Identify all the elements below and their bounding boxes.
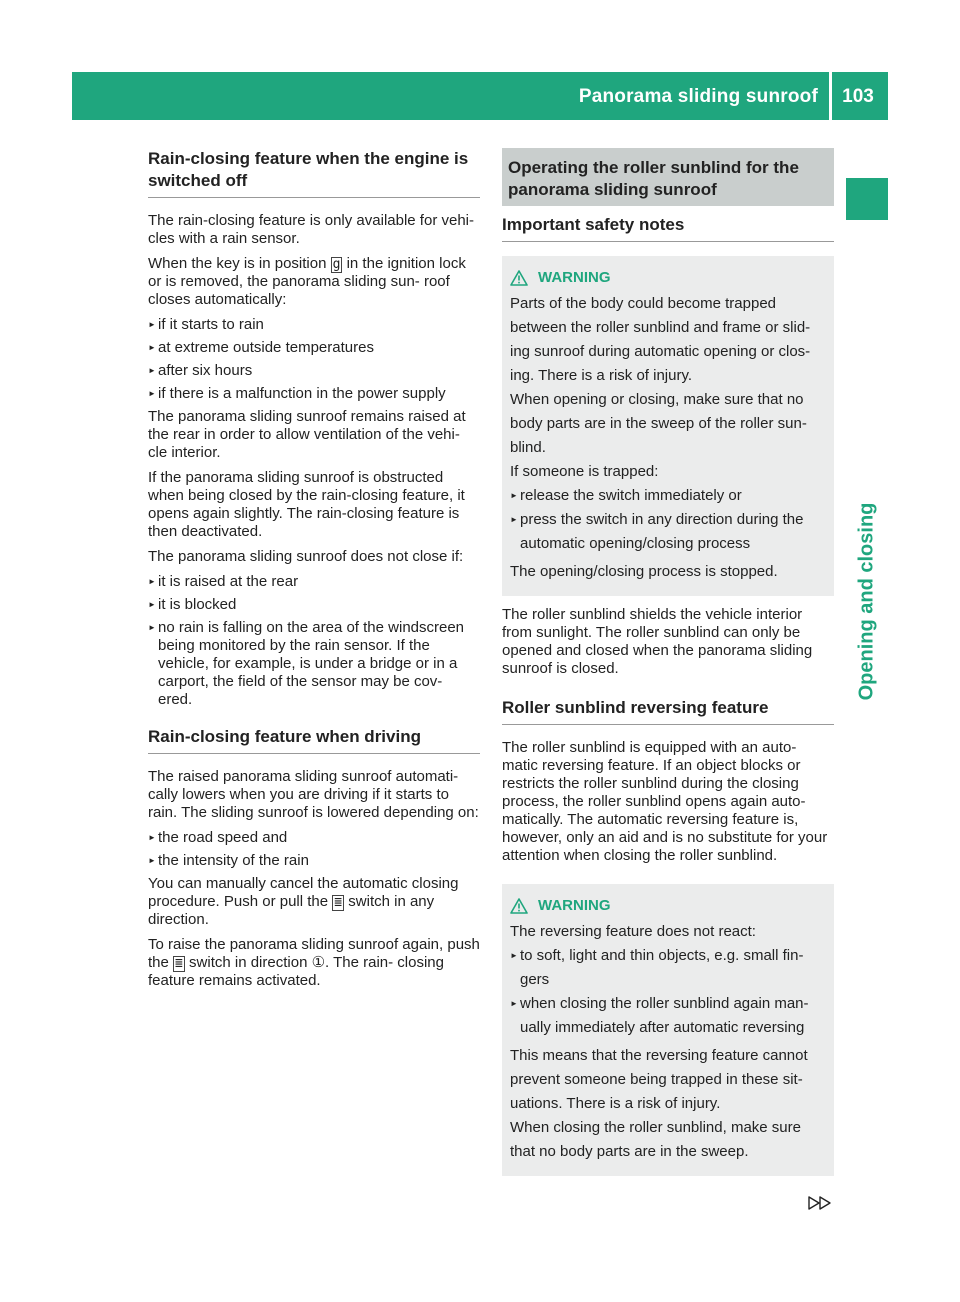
bullet-list (510, 484, 826, 556)
text: When the key is in position (148, 255, 331, 272)
paragraph: When closing the roller sunblind, make sure that no body parts are in the sweep. (510, 1119, 801, 1160)
key-position-symbol: g (332, 257, 341, 272)
warning-label: WARNING (538, 269, 611, 286)
text: You can manually cancel the automatic closing procedure. Push or pull the (148, 875, 459, 910)
list-item: ► if there is a malfunction in the power supply (148, 385, 480, 403)
list-item: ► no rain is falling on the area of the windscreen being monitored by the rain sensor. If the vehicle, for example, is under a bridge or in a carport, the field of the sensor may be cov- ered. (148, 619, 480, 709)
side-tab-label (846, 502, 888, 700)
heading-rain-closing-engine-off: Rain-closing feature when the engine is switched off (148, 148, 480, 198)
heading-important-safety-notes: Important safety notes (502, 214, 834, 242)
bullet-list (148, 829, 480, 870)
header-title: Panorama sliding sunroof (578, 86, 818, 107)
warning-triangle-icon (510, 270, 528, 286)
warning-header (510, 894, 826, 918)
list-item: ► the road speed and (148, 829, 480, 847)
left-column (148, 148, 480, 997)
text: switch in direction (184, 954, 312, 971)
text: in the ignition lock or is removed, the panorama sliding sun- roof closes automatically: (148, 255, 466, 308)
warning-header (510, 266, 826, 290)
spacer (148, 714, 480, 726)
bullet-list (148, 573, 480, 709)
spacer (502, 872, 834, 884)
continue-arrows-icon (808, 1196, 832, 1210)
list-item: ► it is raised at the rear (148, 573, 480, 591)
paragraph: Parts of the body could become trapped between the roller sunblind and frame or slid- ing sunroof during automatic opening or clos- ing. There is a risk of injury. (510, 295, 811, 384)
list-item: ► if it starts to rain (148, 316, 480, 334)
header-divider (829, 72, 832, 120)
paragraph: The panorama sliding sunroof does not close if: (148, 548, 464, 565)
paragraph: The roller sunblind shields the vehicle interior from sunlight. The roller sunblind can only be opened and closed when the panorama sliding sunroof is closed. (502, 606, 813, 677)
bullet-list (148, 316, 480, 403)
list-item: ► when closing the roller sunblind again man- ually immediately after automatic reversing (510, 992, 826, 1040)
heading-reversing-feature: Roller sunblind reversing feature (502, 697, 834, 725)
spacer (502, 685, 834, 697)
warning-box (502, 256, 834, 596)
paragraph: If someone is trapped: (510, 463, 659, 480)
warning-box (502, 884, 834, 1176)
list-item: ► press the switch in any direction during the automatic opening/closing process (510, 508, 826, 556)
paragraph: The reversing feature does not react: (510, 923, 756, 940)
paragraph (148, 936, 480, 990)
paragraph: When opening or closing, make sure that no body parts are in the sweep of the roller sun- blind. (510, 391, 807, 456)
paragraph: The raised panorama sliding sunroof automati- cally lowers when you are driving if it starts to rain. The sliding sunroof is lowered depending on: (148, 768, 479, 821)
paragraph: This means that the reversing feature cannot prevent someone being trapped in these sit- uations. There is a risk of injury. (510, 1047, 808, 1112)
heading-rain-closing-driving: Rain-closing feature when driving (148, 726, 480, 754)
list-item: ► at extreme outside temperatures (148, 339, 480, 357)
text: To raise the panorama sliding sunroof again, push the (148, 936, 480, 971)
warning-triangle-icon (510, 898, 528, 914)
paragraph: The rain-closing feature is only available for vehi- cles with a rain sensor. (148, 212, 474, 247)
paragraph: The panorama sliding sunroof remains raised at the rear in order to allow ventilation of the vehi- cle interior. (148, 408, 466, 461)
page-header (72, 72, 888, 120)
text: . The rain- closing feature remains activated. (148, 954, 444, 989)
paragraph: The opening/closing process is stopped. (510, 563, 778, 580)
list-item: ► after six hours (148, 362, 480, 380)
side-tab-text: Opening and closing (855, 502, 878, 700)
side-tab-marker (846, 178, 888, 220)
direction-symbol: ① (311, 954, 326, 971)
bullet-list (510, 944, 826, 1040)
paragraph: The roller sunblind is equipped with an auto- matic reversing feature. If an object blocks or restricts the roller sunblind during the closing process, the roller sunblind opens again auto- matically. The automatic reversing feature is, however, only an aid and is no substitute for your attention when closing the roller sunblind. (502, 739, 828, 864)
list-item: ► the intensity of the rain (148, 852, 480, 870)
page-number: 103 (842, 86, 874, 107)
switch-symbol-icon: ≣ (175, 956, 183, 971)
paragraph (148, 875, 480, 929)
list-item: ► to soft, light and thin objects, e.g. small fin- gers (510, 944, 826, 992)
list-item: ► release the switch immediately or (510, 484, 826, 508)
switch-symbol-icon: ≣ (334, 895, 343, 910)
section-title: Operating the roller sunblind for the panorama sliding sunroof (502, 148, 834, 206)
paragraph (148, 255, 480, 309)
right-column (502, 148, 834, 1186)
paragraph: If the panorama sliding sunroof is obstructed when being closed by the rain-closing feature, it opens again slightly. The rain-closing feature is then deactivated. (148, 469, 465, 540)
warning-label: WARNING (538, 897, 611, 914)
list-item: ► it is blocked (148, 596, 480, 614)
text: switch in any direction. (148, 893, 435, 928)
